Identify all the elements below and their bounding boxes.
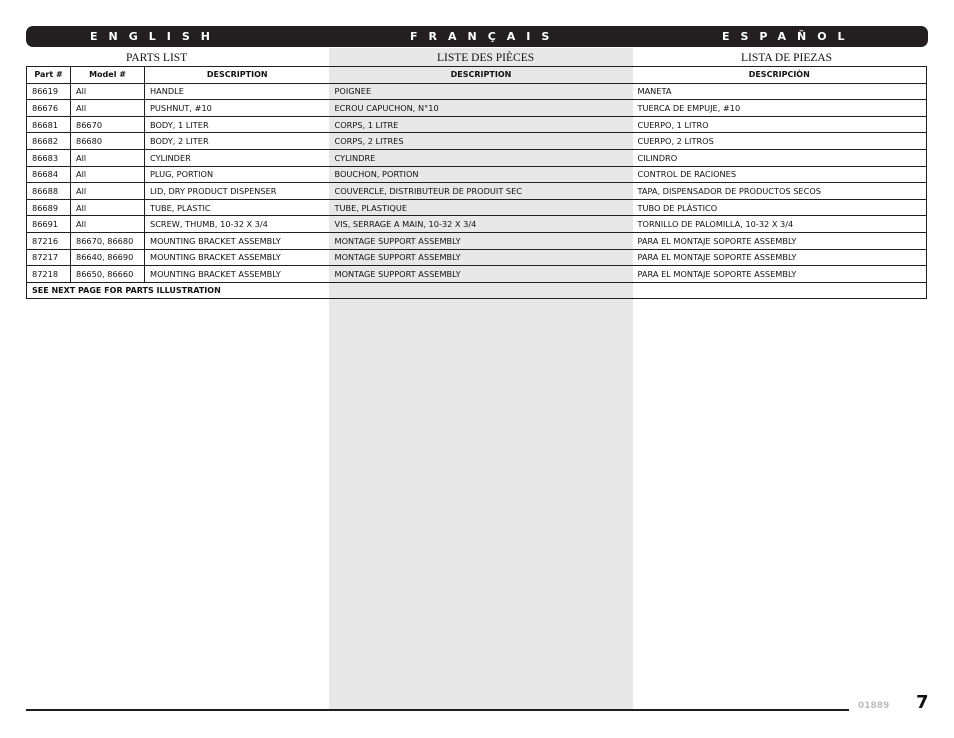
cell-desc-en: HANDLE bbox=[145, 83, 330, 100]
cell-model: All bbox=[71, 183, 145, 200]
language-spanish: ESPAÑOL bbox=[722, 30, 856, 43]
cell-desc-es: CUERPO, 2 LITROS bbox=[633, 133, 927, 150]
cell-part: 86691 bbox=[27, 216, 71, 233]
cell-part: 86682 bbox=[27, 133, 71, 150]
table-row bbox=[27, 266, 927, 283]
cell-desc-es: MANETA bbox=[633, 83, 927, 100]
cell-part: 86681 bbox=[27, 116, 71, 133]
cell-desc-fr: TUBE, PLASTIQUE bbox=[330, 199, 633, 216]
language-french: FRANÇAIS bbox=[410, 30, 561, 43]
table-row bbox=[27, 100, 927, 117]
cell-desc-en: MOUNTING BRACKET ASSEMBLY bbox=[145, 266, 330, 283]
table-row bbox=[27, 232, 927, 249]
cell-desc-es: TAPA, DISPENSADOR DE PRODUCTOS SECOS bbox=[633, 183, 927, 200]
cell-desc-en: MOUNTING BRACKET ASSEMBLY bbox=[145, 232, 330, 249]
cell-desc-es: CUERPO, 1 LITRO bbox=[633, 116, 927, 133]
cell-part: 86619 bbox=[27, 83, 71, 100]
cell-desc-fr: CYLINDRE bbox=[330, 149, 633, 166]
table-row bbox=[27, 249, 927, 266]
cell-model: All bbox=[71, 199, 145, 216]
cell-desc-fr: COUVERCLE, DISTRIBUTEUR DE PRODUIT SEC bbox=[330, 183, 633, 200]
table-row bbox=[27, 216, 927, 233]
cell-desc-fr: POIGNEE bbox=[330, 83, 633, 100]
cell-desc-en: TUBE, PLASTIC bbox=[145, 199, 330, 216]
footer-note-row bbox=[27, 282, 927, 299]
cell-desc-es: TORNILLO DE PALOMILLA, 10-32 X 3/4 bbox=[633, 216, 927, 233]
cell-desc-fr: CORPS, 2 LITRES bbox=[330, 133, 633, 150]
cell-desc-en: SCREW, THUMB, 10-32 X 3/4 bbox=[145, 216, 330, 233]
cell-desc-es: CILINDRO bbox=[633, 149, 927, 166]
cell-part: 86684 bbox=[27, 166, 71, 183]
table-row bbox=[27, 116, 927, 133]
cell-desc-es: PARA EL MONTAJE SOPORTE ASSEMBLY bbox=[633, 249, 927, 266]
header-desc-en: DESCRIPTION bbox=[145, 67, 330, 84]
header-desc-fr: DESCRIPTION bbox=[330, 67, 633, 84]
table-row bbox=[27, 183, 927, 200]
cell-desc-en: LID, DRY PRODUCT DISPENSER bbox=[145, 183, 330, 200]
cell-model: 86670, 86680 bbox=[71, 232, 145, 249]
cell-desc-en: BODY, 1 LITER bbox=[145, 116, 330, 133]
cell-model: All bbox=[71, 149, 145, 166]
cell-part: 87217 bbox=[27, 249, 71, 266]
footer-empty-cell bbox=[633, 282, 927, 299]
table-row bbox=[27, 149, 927, 166]
page-number: 7 bbox=[916, 692, 929, 713]
cell-part: 87218 bbox=[27, 266, 71, 283]
cell-model: 86680 bbox=[71, 133, 145, 150]
cell-part: 87216 bbox=[27, 232, 71, 249]
cell-desc-es: TUBO DE PLÁSTICO bbox=[633, 199, 927, 216]
cell-desc-fr: ECROU CAPUCHON, N°10 bbox=[330, 100, 633, 117]
cell-model: 86650, 86660 bbox=[71, 266, 145, 283]
table-header-row bbox=[27, 67, 927, 84]
cell-model: All bbox=[71, 216, 145, 233]
table-row bbox=[27, 199, 927, 216]
cell-part: 86683 bbox=[27, 149, 71, 166]
footer-note: SEE NEXT PAGE FOR PARTS ILLUSTRATION bbox=[27, 282, 633, 299]
cell-desc-en: PUSHNUT, #10 bbox=[145, 100, 330, 117]
document-code: 01889 bbox=[858, 701, 890, 711]
cell-desc-es: CONTROL DE RACIONES bbox=[633, 166, 927, 183]
cell-desc-fr: BOUCHON, PORTION bbox=[330, 166, 633, 183]
cell-desc-fr: MONTAGE SUPPORT ASSEMBLY bbox=[330, 249, 633, 266]
title-french: LISTE DES PIÈCES bbox=[437, 52, 535, 64]
cell-desc-es: TUERCA DE EMPUJE, #10 bbox=[633, 100, 927, 117]
bottom-rule bbox=[26, 709, 849, 711]
cell-desc-es: PARA EL MONTAJE SOPORTE ASSEMBLY bbox=[633, 266, 927, 283]
cell-part: 86689 bbox=[27, 199, 71, 216]
header-desc-es: DESCRIPCIÒN bbox=[633, 67, 927, 84]
cell-desc-en: CYLINDER bbox=[145, 149, 330, 166]
cell-model: 86670 bbox=[71, 116, 145, 133]
cell-desc-fr: MONTAGE SUPPORT ASSEMBLY bbox=[330, 232, 633, 249]
cell-part: 86676 bbox=[27, 100, 71, 117]
language-bar bbox=[26, 26, 928, 47]
header-part: Part # bbox=[27, 67, 71, 84]
header-model: Model # bbox=[71, 67, 145, 84]
cell-desc-en: MOUNTING BRACKET ASSEMBLY bbox=[145, 249, 330, 266]
cell-desc-fr: MONTAGE SUPPORT ASSEMBLY bbox=[330, 266, 633, 283]
cell-model: 86640, 86690 bbox=[71, 249, 145, 266]
cell-model: All bbox=[71, 100, 145, 117]
cell-desc-es: PARA EL MONTAJE SOPORTE ASSEMBLY bbox=[633, 232, 927, 249]
cell-model: All bbox=[71, 166, 145, 183]
cell-desc-fr: CORPS, 1 LITRE bbox=[330, 116, 633, 133]
cell-part: 86688 bbox=[27, 183, 71, 200]
cell-desc-en: BODY, 2 LITER bbox=[145, 133, 330, 150]
cell-model: All bbox=[71, 83, 145, 100]
title-spanish: LISTA DE PIEZAS bbox=[741, 52, 833, 64]
parts-table bbox=[26, 66, 927, 299]
title-english: PARTS LIST bbox=[126, 52, 188, 64]
table-row bbox=[27, 83, 927, 100]
table-row bbox=[27, 133, 927, 150]
table-row bbox=[27, 166, 927, 183]
cell-desc-en: PLUG, PORTION bbox=[145, 166, 330, 183]
cell-desc-fr: VIS, SERRAGE A MAIN, 10-32 X 3/4 bbox=[330, 216, 633, 233]
language-english: ENGLISH bbox=[90, 30, 221, 43]
